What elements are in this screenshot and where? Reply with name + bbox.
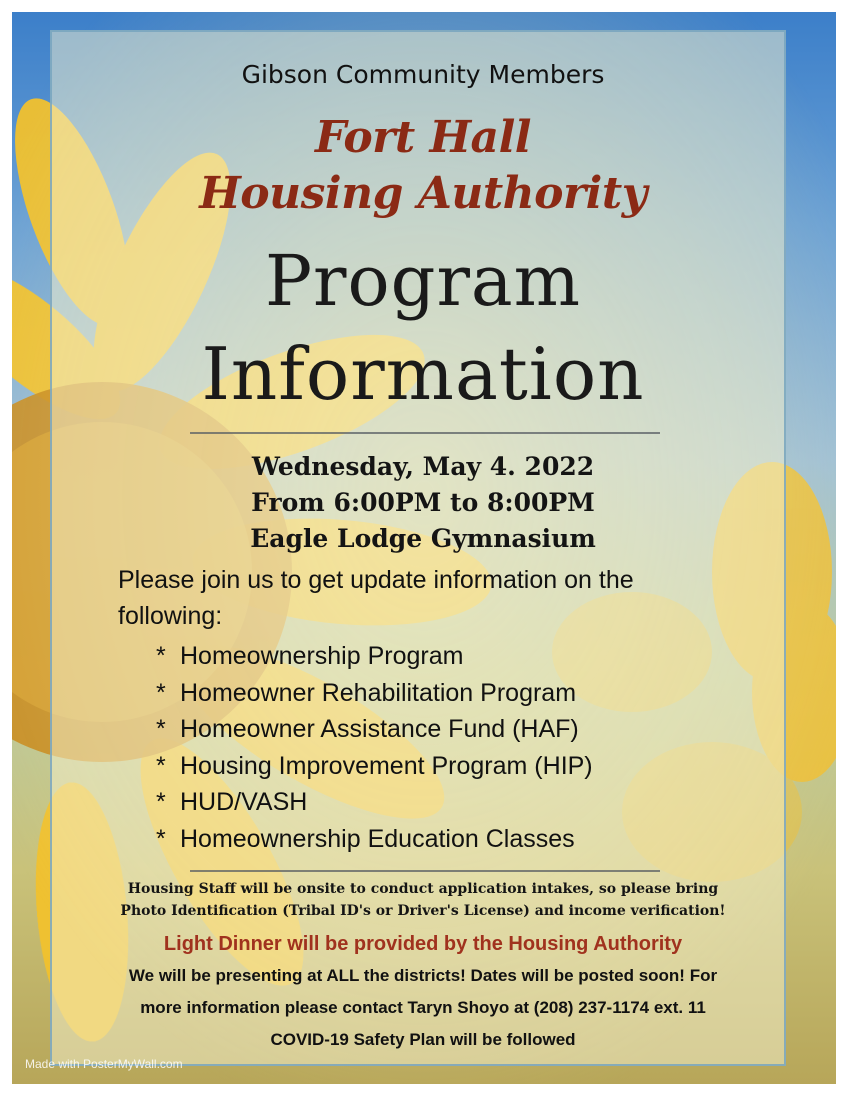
divider-bottom — [190, 870, 660, 872]
program-label: Homeowner Assistance Fund (HAF) — [180, 715, 579, 744]
program-label: Homeownership Program — [180, 642, 464, 670]
info-line-2: more information please contact Taryn Shoyo at (208) 237-1174 ext. 11 — [140, 998, 706, 1017]
bullet: * — [156, 824, 166, 853]
title-main-line-1: Program — [264, 240, 582, 322]
list-item — [156, 675, 593, 712]
program-label: Homeownership Education Classes — [180, 824, 575, 853]
list-item — [156, 711, 593, 748]
list-item — [156, 638, 593, 675]
invitation-line-1: Please join us to get update information on the — [118, 566, 634, 594]
list-item — [156, 821, 593, 858]
intro-line: Gibson Community Members — [241, 60, 605, 89]
notice-line-1: Housing Staff will be onsite to conduct application intakes, so please bring — [127, 881, 719, 897]
event-location: Eagle Lodge Gymnasium — [250, 524, 596, 553]
watermark: Made with PosterMyWall.com — [25, 1057, 183, 1071]
program-label: Housing Improvement Program (HIP) — [180, 751, 593, 780]
list-item — [156, 748, 593, 785]
program-label: HUD/VASH — [180, 788, 308, 817]
info-line-3: COVID-19 Safety Plan will be followed — [270, 1030, 576, 1049]
list-item — [156, 784, 593, 821]
title-main-line-2: Information — [201, 332, 645, 416]
bullet: * — [156, 715, 166, 744]
event-date: Wednesday, May 4. 2022 — [251, 452, 595, 481]
divider-top — [190, 432, 660, 434]
notice-line-2: Photo Identification (Tribal ID's or Driver's License) and income verification! — [120, 903, 726, 919]
invitation-line-2: following: — [118, 602, 223, 630]
bullet: * — [156, 788, 166, 817]
event-time: From 6:00PM to 8:00PM — [251, 488, 595, 517]
title-script-line-2: Housing Authority — [199, 168, 647, 219]
bullet: * — [156, 751, 166, 780]
info-line-1: We will be presenting at ALL the districts! Dates will be posted soon! For — [128, 966, 718, 985]
bullet: * — [156, 642, 166, 670]
dinner-line: Light Dinner will be provided by the Housing Authority — [163, 933, 683, 955]
title-script-line-1: Fort Hall — [314, 112, 531, 163]
bullet: * — [156, 678, 166, 707]
program-label: Homeowner Rehabilitation Program — [180, 678, 577, 707]
program-list — [156, 638, 593, 858]
